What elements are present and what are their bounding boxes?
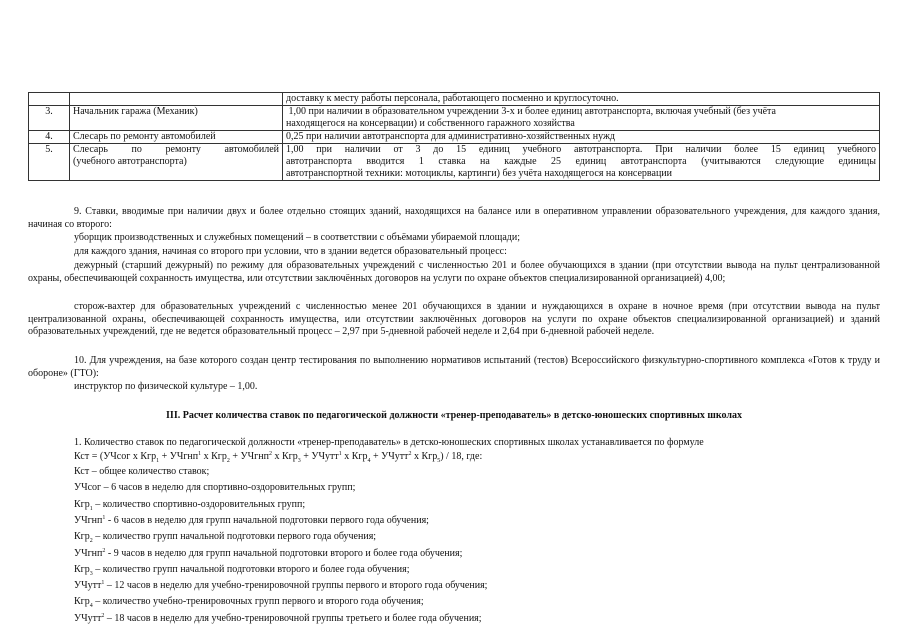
norm-cell: доставку к месту работы персонала, работающего посменно и круглосуточно. [283,93,880,106]
staff-norms-table [28,92,880,181]
norm-line: 1,00 при наличии от 3 до 15 единиц учебного автотранспорта. При наличии более 15 единиц учебного [286,144,876,155]
row-number [29,93,70,106]
definition-line: Кгр$_1$ – количество спортивно-оздоровительных групп; [74,498,306,512]
norm-cell: 0,25 при наличии автотранспорта для административно-хозяйственных нужд [283,131,880,144]
definition-line: УЧутт$^1$ – 12 часов в неделю для учебно-тренировочной группы первого и второго года обучения; [74,580,488,592]
position-cell: Начальник гаража (Механик) [70,106,283,131]
norm-cell [283,144,880,181]
position-cell [70,93,283,106]
definition-line: УЧсог – 6 часов в неделю для спортивно-оздоровительных групп; [74,482,356,494]
paragraph-9-duty-officer: дежурный (старший дежурный) по режиму для образовательных учреждений с численностью 201 и более обучающихся в здании (при отсутствии вывода на пульт централизованной охраны, обеспечивающей сохранность имущества, или отсутствии заключённых договоров на услуги по охране объектов специализированной организацией) 4,00; [28,260,880,284]
definition-line: Кст – общее количество ставок; [74,466,210,477]
position-cell [70,144,283,181]
row-number: 4. [29,131,70,144]
position-line: Слесарь по ремонту автомобилей [73,144,279,155]
paragraph-10-instructor: инструктор по физической культуре – 1,00. [74,381,258,392]
formula-intro: 1. Количество ставок по педагогической должности «тренер-преподаватель» в детско-юношеских спортивных школах устанавливается по формуле [74,437,704,448]
norm-line: находящегося на консервации) и собственного гаражного хозяйства [286,118,575,129]
norm-line: автотранспортной техники: мотоциклы, картинги) без учёта находящегося на консервации [286,168,673,179]
definition-line: Кгр$_3$ – количество групп начальной подготовки второго и более года обучения; [74,563,410,577]
table-row [29,93,880,106]
formula: Кст = (УЧсог x Кгр$_1$ + УЧгнп$^1$ x Кгр$_2$ + УЧгнп$^2$ x Кгр$_3$ + УЧутт$^1$ x Кгр$_4$ + УЧутт$^2$ x Кгр$_5$) / 18, где: [74,451,483,464]
row-number: 3. [29,106,70,131]
paragraph-10: 10. Для учреждения, на базе которого создан центр тестирования по выполнению нормативов испытаний (тестов) Всероссийского физкультурно-спортивного комплекса «Готов к труду и обороне» (ГТО): [28,355,880,379]
definition-line: УЧгнп$^1$ - 6 часов в неделю для групп начальной подготовки первого года обучения; [74,514,429,526]
definition-line: Кгр$_2$ – количество групп начальной подготовки первого года обучения; [74,531,377,545]
paragraph-9: 9. Ставки, вводимые при наличии двух и более отдельно стоящих зданий, находящихся на балансе или в оперативном управлении образовательного учреждения, для каждого здания, начиная со второго: [28,206,880,230]
norm-line: автотранспорта вводится 1 ставка на каждые 25 единиц автотранспорта (учитываются следующие единицы [286,156,876,167]
paragraph-9-watchman: сторож-вахтер для образовательных учреждений с численностью менее 201 обучающихся в здании и нуждающихся в охране в ночное время (при отсутствии вывода на пульт централизованной охраны, обеспечивающей сохранность имущества, или отсутствии заключённых договоров на услуги по охране объектов специализированной организацией) и зданий образовательных учреждений, где не ведется образовательный процесс – 2,97 при 5-дневной рабочей неделе и 2,64 при 6-дневной рабочей неделе. [28,301,880,337]
position-cell: Слесарь по ремонту автомобилей [70,131,283,144]
row-number: 5. [29,144,70,181]
position-line: (учебного автотранспорта) [73,156,187,167]
paragraph-9-condition: для каждого здания, начиная со второго при условии, что в здании ведется образовательный процесс: [74,246,507,257]
table-row [29,144,880,181]
table-row [29,106,880,131]
table-row [29,131,880,144]
definition-line: Кгр$_4$ – количество учебно-тренировочных групп первого и второго года обучения; [74,596,424,610]
definition-line: УЧутт$^2$ – 18 часов в неделю для учебно-тренировочной группы третьего и более года обучения; [74,612,482,624]
paragraph-9-cleaner: уборщик производственных и служебных помещений – в соответствии с объёмами убираемой площади; [74,232,521,243]
section-heading: III. Расчет количества ставок по педагогической должности «тренер-преподаватель» в детско-юношеских спортивных школах [166,410,742,421]
norm-line: 1,00 при наличии в образовательном учреждении 3-х и более единиц автотранспорта, включая учебный (без учёта [286,106,776,117]
norm-cell [283,106,880,131]
definition-line: УЧгнп$^2$ - 9 часов в неделю для групп начальной подготовки второго и более года обучения; [74,547,463,559]
